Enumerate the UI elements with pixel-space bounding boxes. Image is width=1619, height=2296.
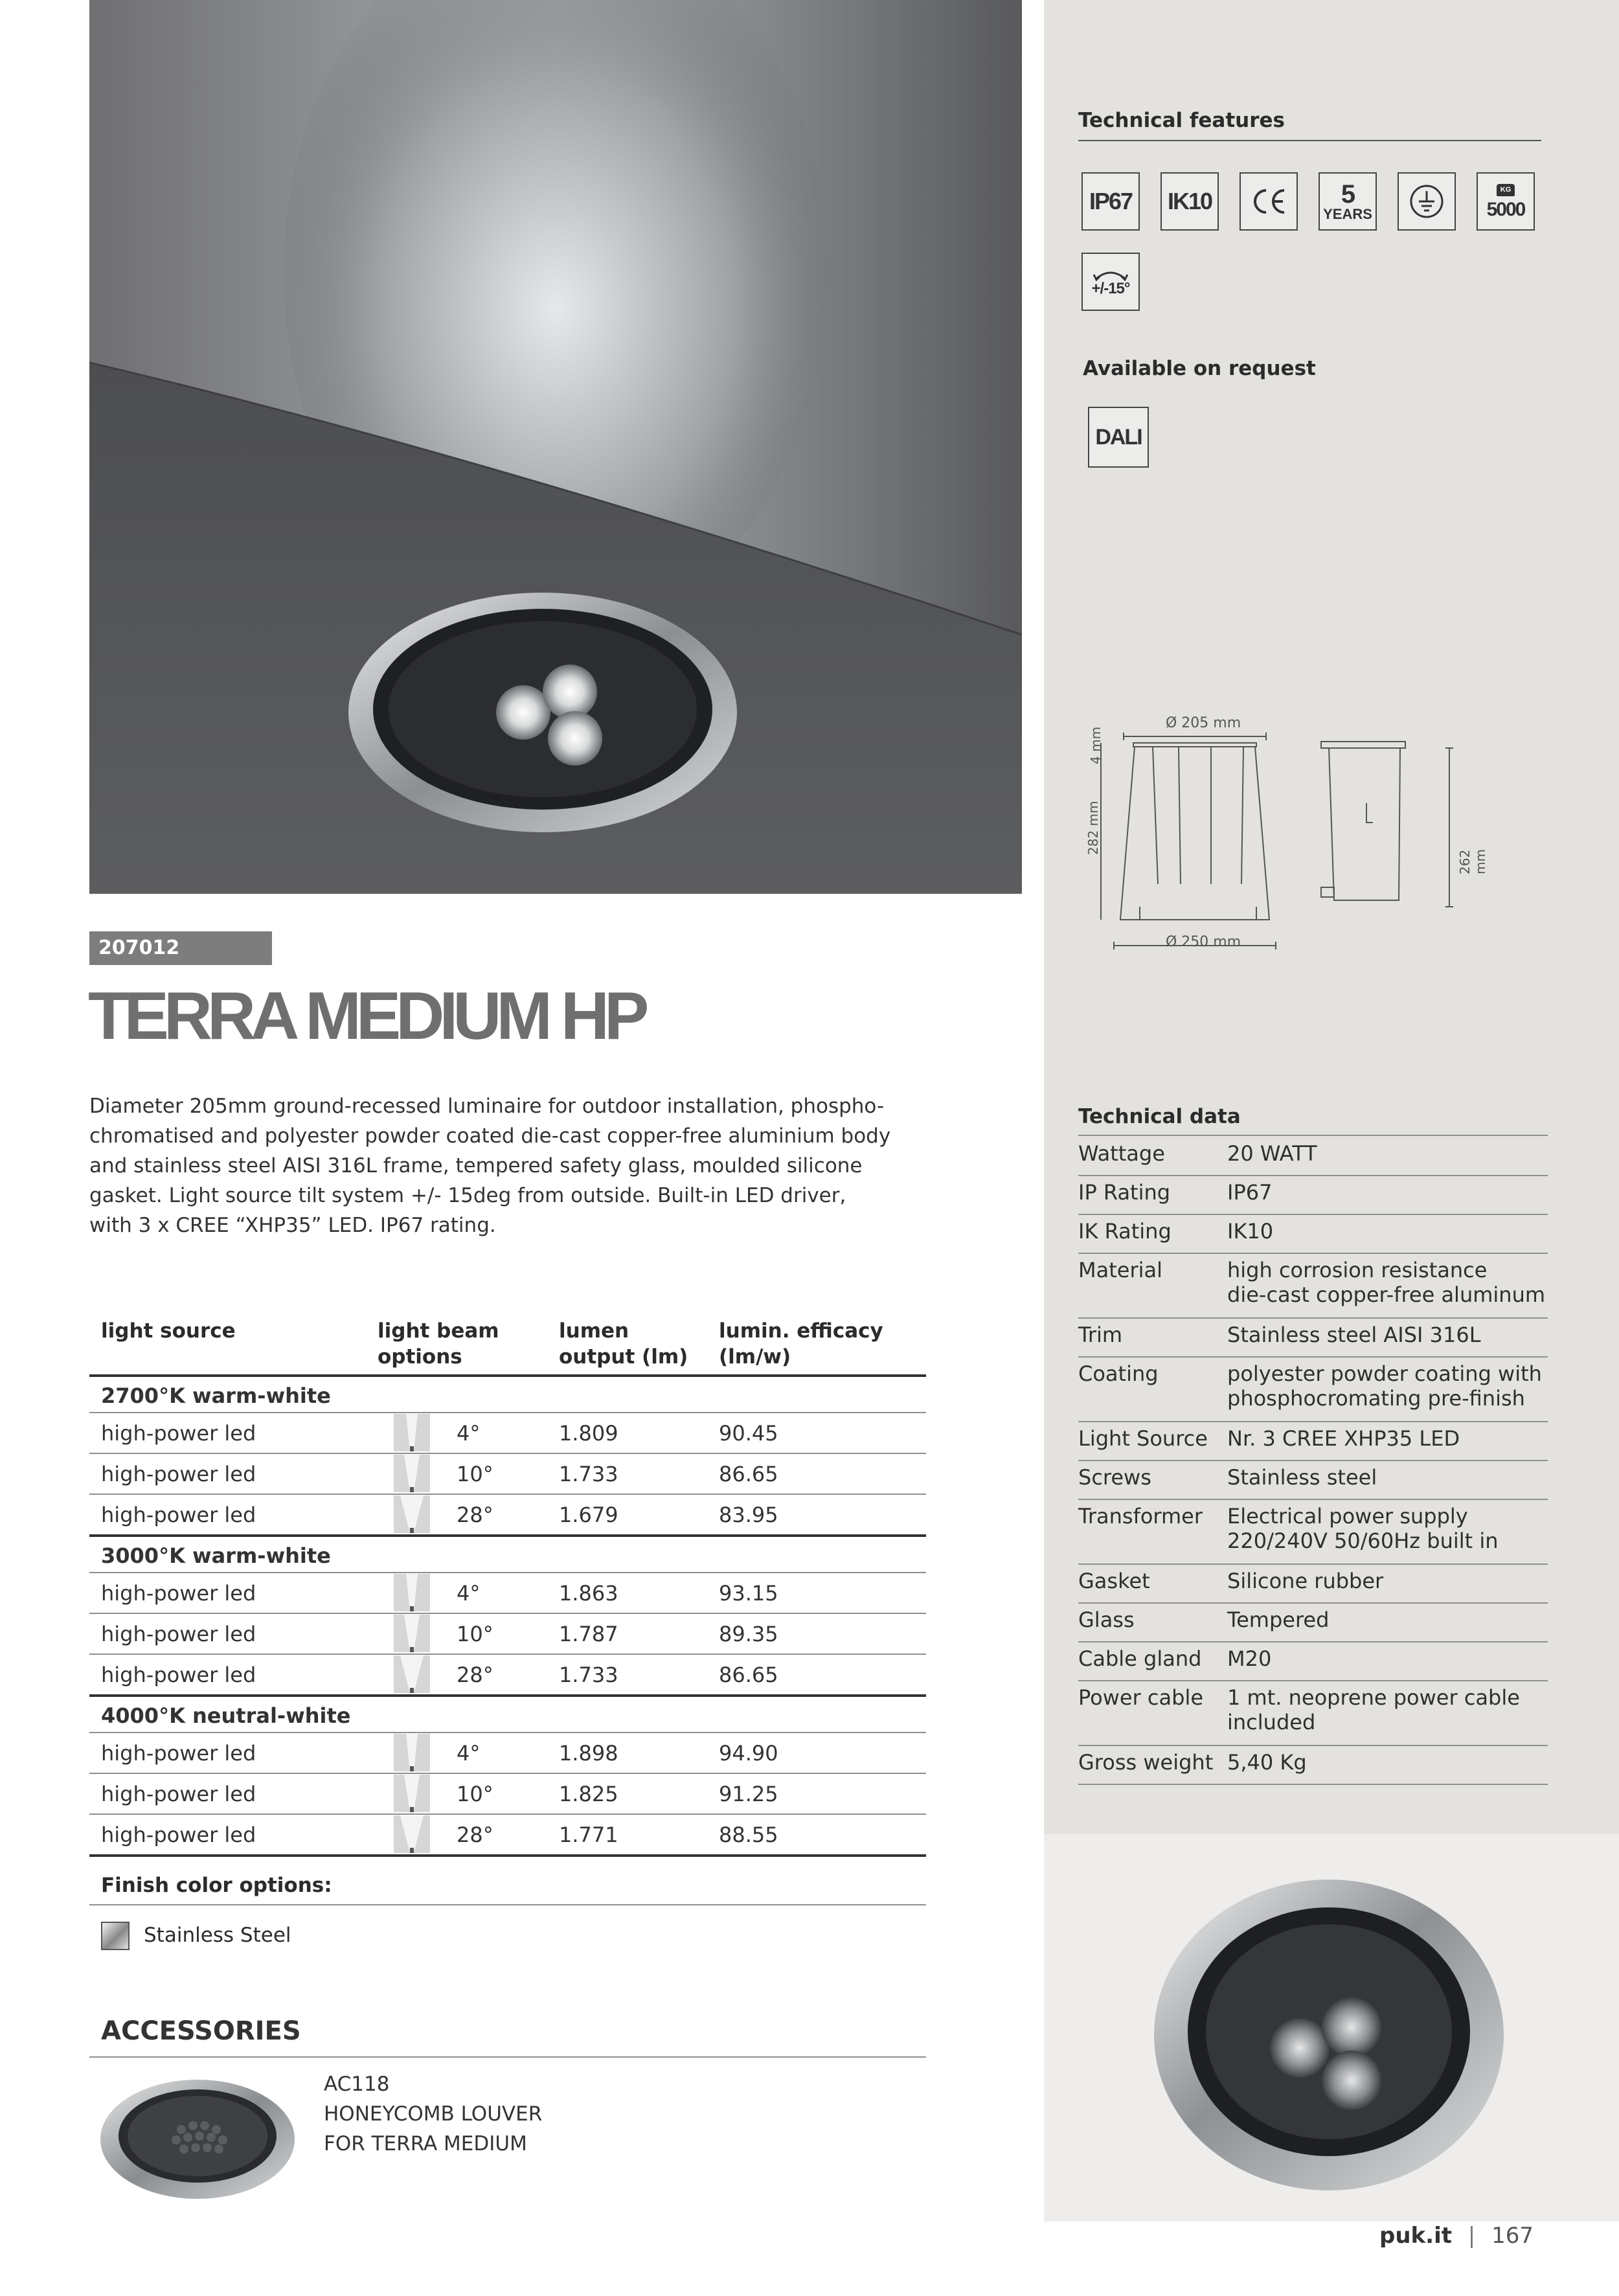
light-source-cell: high-power led [101, 1782, 256, 1806]
dali-icon: DALI [1088, 407, 1149, 468]
beam-source [410, 1606, 414, 1611]
spec-key: Glass [1078, 1608, 1135, 1632]
spec-value-line: high corrosion resistance [1227, 1258, 1488, 1282]
col-header-beam-l1: light beam [378, 1319, 499, 1343]
warranty-years-unit: YEARS [1323, 206, 1372, 222]
light-source-cell: high-power led [101, 1622, 256, 1646]
efficacy-cell: 90.45 [719, 1421, 778, 1446]
dimension-drawing [1062, 706, 1488, 959]
beam-angle-cell: 10° [457, 1622, 493, 1646]
hero-photo [89, 0, 1022, 894]
beam-source [410, 1647, 414, 1652]
beam-cone [406, 1414, 418, 1451]
technical-data-row [1078, 1317, 1548, 1358]
spec-value [1227, 1180, 1272, 1205]
beam-cone [404, 1775, 420, 1812]
col-header-lumen [559, 1318, 688, 1370]
group-title: 3000°K warm-white [101, 1543, 331, 1568]
beam-angle-icon [394, 1414, 430, 1451]
spec-value-line: Stainless steel [1227, 1465, 1377, 1490]
spec-key: Coating [1078, 1361, 1159, 1386]
light-source-cell: high-power led [101, 1741, 256, 1766]
efficacy-cell: 93.15 [719, 1581, 778, 1606]
light-source-cell: high-power led [101, 1462, 256, 1486]
beam-angle-icon [394, 1495, 430, 1533]
efficacy-cell: 94.90 [719, 1741, 778, 1766]
beam-source [410, 1688, 414, 1693]
beam-cone [400, 1655, 424, 1693]
beam-angle-cell: 4° [457, 1581, 481, 1606]
warranty-icon [1319, 172, 1377, 231]
beam-cone [406, 1734, 418, 1771]
product-top-photo [1044, 1834, 1619, 2222]
spec-value-line: M20 [1227, 1646, 1272, 1671]
table-row [89, 1813, 926, 1854]
spec-key: Power cable [1078, 1685, 1204, 1710]
spec-key: Material [1078, 1258, 1162, 1282]
table-row [89, 1453, 926, 1494]
spec-value-line: Nr. 3 CREE XHP35 LED [1227, 1426, 1460, 1451]
table-row [89, 1654, 926, 1694]
col-header-beam [378, 1318, 499, 1370]
spec-value [1227, 1750, 1307, 1775]
table-header [89, 1318, 926, 1376]
spec-value-line: 20 WATT [1227, 1141, 1317, 1166]
spec-value [1227, 1608, 1329, 1632]
spec-value [1227, 1258, 1545, 1307]
technical-data-row [1078, 1136, 1548, 1176]
efficacy-cell: 83.95 [719, 1503, 778, 1527]
light-source-cell: high-power led [101, 1503, 256, 1527]
technical-data-row [1078, 1499, 1548, 1565]
page-number: 167 [1491, 2223, 1534, 2249]
beam-angle-cell: 4° [457, 1421, 481, 1446]
beam-angle-cell: 10° [457, 1782, 493, 1806]
efficacy-cell: 86.65 [719, 1663, 778, 1687]
beam-angle-icon [394, 1574, 430, 1611]
beam-source [410, 1848, 414, 1853]
warranty-years-value: 5 [1341, 180, 1355, 209]
divider [1078, 140, 1541, 141]
ce-mark-icon [1240, 172, 1298, 231]
lumen-cell: 1.898 [559, 1741, 618, 1766]
table-group-header [89, 1534, 926, 1572]
table-row [89, 1494, 926, 1534]
spec-key: Wattage [1078, 1141, 1165, 1166]
load-weight-icon [1477, 172, 1535, 231]
lumen-cell: 1.787 [559, 1622, 618, 1646]
technical-data-row [1078, 1602, 1548, 1642]
technical-data-row [1078, 1421, 1548, 1461]
beam-angle-icon [394, 1734, 430, 1771]
spec-value [1227, 1646, 1271, 1671]
beam-angle-icon [394, 1815, 430, 1853]
description-line: chromatised and polyester powder coated die-cast copper-free aluminium body [89, 1124, 891, 1148]
efficacy-cell: 91.25 [719, 1782, 778, 1806]
beam-cone [404, 1455, 420, 1492]
beam-angle-cell: 28° [457, 1823, 493, 1847]
beam-angle-icon [394, 1775, 430, 1812]
beam-source [410, 1487, 414, 1492]
footer-separator: | [1467, 2223, 1476, 2249]
technical-data-row [1078, 1175, 1548, 1215]
spec-value-line: IK10 [1227, 1219, 1274, 1244]
spec-key: IK Rating [1078, 1219, 1172, 1244]
spec-value [1227, 1465, 1377, 1490]
accessory-item [324, 2069, 542, 2159]
lumen-cell: 1.863 [559, 1581, 618, 1606]
divider [89, 1854, 926, 1857]
technical-data-title: Technical data [1078, 1105, 1241, 1128]
product-title: TERRA MEDIUM HP [88, 979, 644, 1054]
divider [89, 1904, 926, 1905]
tilt-icon [1081, 253, 1140, 311]
spec-key: Trim [1078, 1323, 1123, 1347]
col-header-efficacy-l2: (lm/w) [719, 1345, 791, 1369]
earth-ground-icon [1398, 172, 1456, 231]
technical-data-row [1078, 1641, 1548, 1681]
lumen-cell: 1.825 [559, 1782, 618, 1806]
divider [89, 2056, 926, 2058]
technical-data-row [1078, 1356, 1548, 1422]
spec-value [1227, 1219, 1273, 1244]
beam-cone [406, 1574, 418, 1611]
table-row [89, 1613, 926, 1654]
col-header-efficacy [719, 1318, 883, 1370]
light-source-cell: high-power led [101, 1581, 256, 1606]
table-group-header [89, 1374, 926, 1412]
col-header-light-source: light source [101, 1319, 236, 1343]
spec-key: Cable gland [1078, 1646, 1202, 1671]
beam-source [410, 1766, 414, 1771]
dim-flange: 4 mm [1088, 726, 1104, 764]
group-title: 2700°K warm-white [101, 1383, 331, 1408]
col-header-beam-l2: options [378, 1345, 462, 1369]
light-source-cell: high-power led [101, 1421, 256, 1446]
lumen-cell: 1.679 [559, 1503, 618, 1527]
spec-value [1227, 1685, 1520, 1734]
spec-value [1227, 1323, 1481, 1347]
table-row [89, 1412, 926, 1453]
ik10-icon: IK10 [1160, 172, 1219, 231]
spec-value [1227, 1141, 1317, 1166]
beam-angle-cell: 10° [457, 1462, 493, 1486]
technical-data-row [1078, 1680, 1548, 1746]
accessories-title: ACCESSORIES [101, 2016, 301, 2046]
description-line: Diameter 205mm ground-recessed luminaire for outdoor installation, phospho- [89, 1095, 885, 1118]
accessory-code: AC118 [324, 2073, 390, 2096]
spec-key: Gross weight [1078, 1750, 1214, 1775]
lumen-cell: 1.733 [559, 1663, 618, 1687]
spec-value [1227, 1361, 1542, 1411]
product-code: 207012 [89, 931, 272, 965]
table-row [89, 1773, 926, 1813]
description-line: gasket. Light source tilt system +/- 15deg from outside. Built-in LED driver, [89, 1184, 846, 1207]
spec-key: Screws [1078, 1465, 1151, 1490]
light-source-cell: high-power led [101, 1823, 256, 1847]
beam-source [410, 1446, 414, 1451]
col-header-lumen-l1: lumen [559, 1319, 629, 1343]
spec-value-line: 220/240V 50/60Hz built in [1227, 1529, 1499, 1553]
beam-angle-icon [394, 1615, 430, 1652]
table-row [89, 1732, 926, 1773]
spec-value-line: included [1227, 1710, 1316, 1734]
spec-value-line: die-cast copper-free aluminum [1227, 1282, 1546, 1307]
spec-value-line: Stainless steel AISI 316L [1227, 1323, 1481, 1347]
dim-height-total: 282 mm [1085, 801, 1101, 855]
accessory-name-line: HONEYCOMB LOUVER [324, 2102, 543, 2126]
efficacy-cell: 88.55 [719, 1823, 778, 1847]
beam-angle-cell: 4° [457, 1741, 481, 1766]
col-header-lumen-l2: output (lm) [559, 1345, 688, 1369]
dim-top-diameter: Ø 205 mm [1166, 715, 1241, 731]
spec-value [1227, 1426, 1460, 1451]
spec-key: IP Rating [1078, 1180, 1171, 1205]
beam-angle-icon [394, 1655, 430, 1693]
footer-site-link[interactable]: puk.it [1379, 2223, 1452, 2249]
stainless-steel-swatch [101, 1922, 130, 1950]
lumen-cell: 1.771 [559, 1823, 618, 1847]
tilt-label: +/-15° [1091, 280, 1130, 297]
ip67-icon: IP67 [1081, 172, 1140, 231]
table-row [89, 1572, 926, 1613]
product-description [89, 1091, 890, 1240]
lumen-cell: 1.733 [559, 1462, 618, 1486]
col-header-efficacy-l1: lumin. efficacy [719, 1319, 883, 1343]
accessory-name-line: FOR TERRA MEDIUM [324, 2132, 527, 2155]
table-group-header [89, 1694, 926, 1732]
technical-data-row [1078, 1745, 1548, 1785]
beam-cone [404, 1615, 420, 1652]
beam-cone [400, 1495, 424, 1533]
spec-value-line: 1 mt. neoprene power cable [1227, 1685, 1520, 1710]
technical-data-row [1078, 1214, 1548, 1254]
spec-value [1227, 1569, 1383, 1593]
dim-height-body: 262 mm [1457, 849, 1488, 874]
spec-key: Gasket [1078, 1569, 1150, 1593]
spec-key: Light Source [1078, 1426, 1208, 1451]
beam-angle-icon [394, 1455, 430, 1492]
description-line: and stainless steel AISI 316L frame, tempered safety glass, moulded silicone [89, 1154, 863, 1177]
spec-value-line: polyester powder coating with [1227, 1361, 1542, 1386]
weight-value: 5000 [1486, 198, 1525, 220]
finish-title: Finish color options: [101, 1874, 332, 1897]
beam-source [410, 1807, 414, 1812]
spec-value-line: phosphocromating pre-finish [1227, 1386, 1525, 1411]
spec-value-line: IP67 [1227, 1180, 1273, 1205]
technical-data-row [1078, 1460, 1548, 1500]
description-line: with 3 x CREE “XHP35” LED. IP67 rating. [89, 1214, 496, 1237]
spec-value-line: Tempered [1227, 1608, 1330, 1632]
lumen-cell: 1.809 [559, 1421, 618, 1446]
page-footer [1379, 2223, 1534, 2249]
spec-value-line: Electrical power supply [1227, 1504, 1468, 1529]
spec-key: Transformer [1078, 1504, 1203, 1529]
efficacy-cell: 89.35 [719, 1622, 778, 1646]
beam-source [410, 1528, 414, 1533]
group-title: 4000°K neutral-white [101, 1703, 351, 1728]
efficacy-cell: 86.65 [719, 1462, 778, 1486]
spec-value [1227, 1504, 1499, 1553]
technical-data-row [1078, 1253, 1548, 1319]
dim-bottom-diameter: Ø 250 mm [1166, 934, 1241, 950]
technical-data-row [1078, 1563, 1548, 1604]
spec-value-line: Silicone rubber [1227, 1569, 1384, 1593]
technical-features-title: Technical features [1078, 109, 1285, 132]
accessory-photo [97, 2071, 311, 2210]
beam-angle-cell: 28° [457, 1663, 493, 1687]
spec-value-line: 5,40 Kg [1227, 1750, 1307, 1775]
beam-cone [400, 1815, 424, 1853]
available-on-request-title: Available on request [1083, 357, 1316, 380]
weight-unit: KG [1497, 184, 1515, 196]
finish-option: Stainless Steel [144, 1924, 291, 1947]
light-source-cell: high-power led [101, 1663, 256, 1687]
beam-angle-cell: 28° [457, 1503, 493, 1527]
